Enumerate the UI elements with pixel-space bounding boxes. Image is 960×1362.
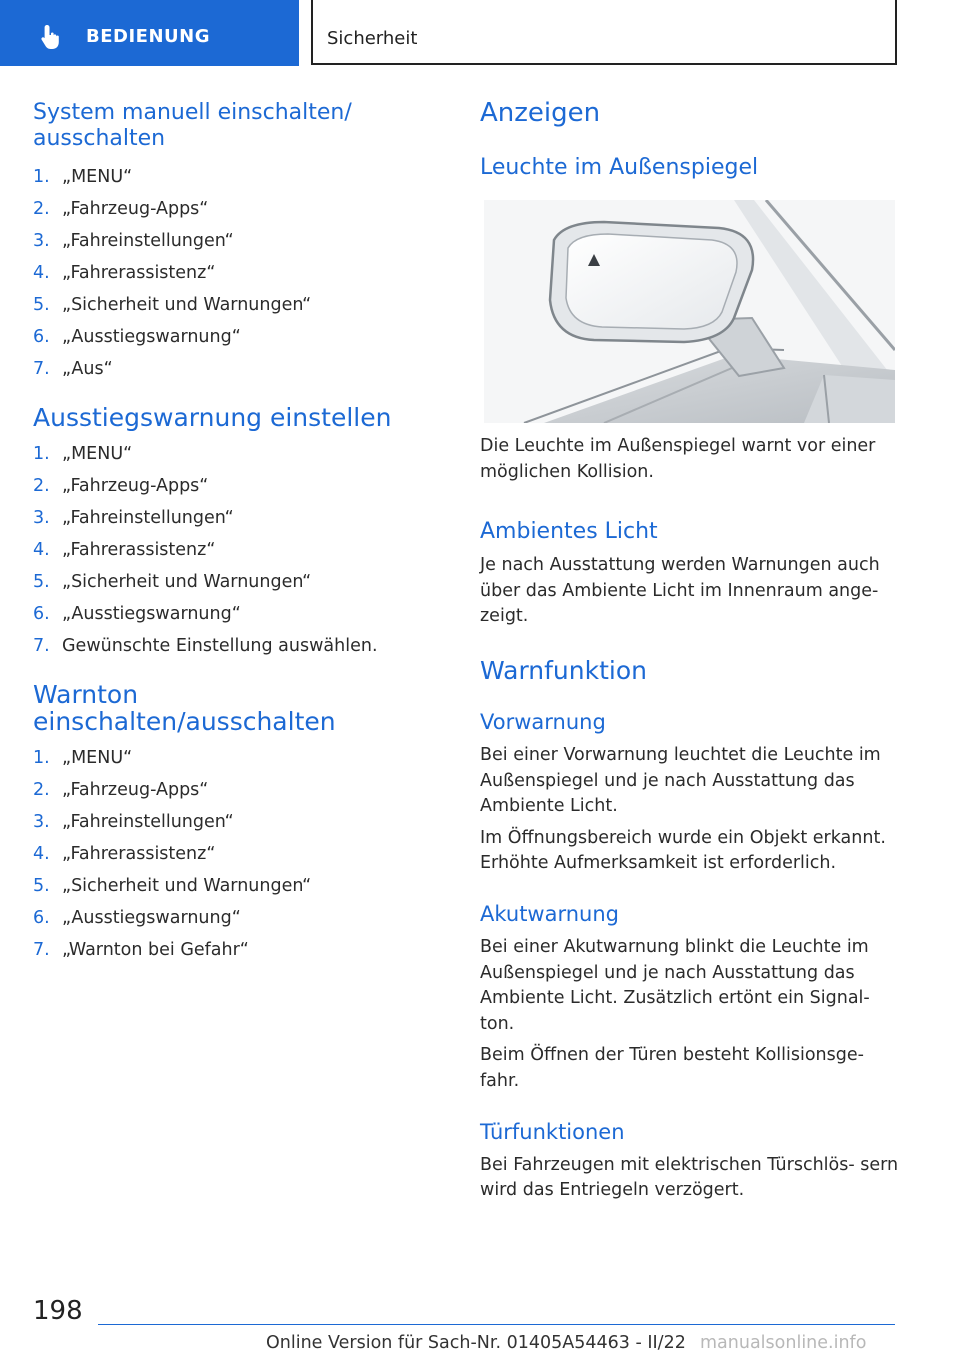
list-item: 7. „Aus“	[33, 359, 113, 379]
chapter-tab[interactable]	[0, 0, 299, 66]
subsection-title-akutwarnung: Akutwarnung	[480, 901, 619, 926]
hand-pointer-icon	[38, 22, 68, 52]
page-number: 198	[33, 1296, 83, 1326]
subsection-title-vorwarnung: Vorwarnung	[480, 709, 606, 734]
subsection-title-ambient: Ambientes Licht	[480, 519, 658, 545]
paragraph-leuchte: Die Leuchte im Außenspiegel warnt vor einer möglichen Kollision.	[480, 436, 876, 482]
footer-online-version: Online Version für Sach-Nr. 01405A54463 - II/22	[266, 1333, 686, 1353]
steps-list-warnton	[33, 742, 428, 966]
paragraph-akutwarnung-2: Beim Öffnen der Türen besteht Kollisionsge- fahr.	[480, 1045, 864, 1091]
list-item: 1. „MENU“	[33, 167, 133, 187]
list-item: 5. „Sicherheit und Warnungen“	[33, 295, 312, 315]
section-title-warnton: Warnton einschalten/ausschalten	[33, 680, 336, 736]
steps-list-ausstiegswarnung	[33, 438, 428, 662]
mirror-figure	[484, 200, 895, 423]
left-column	[33, 100, 428, 966]
subsection-title-tuerfunktionen: Türfunktionen	[480, 1119, 625, 1144]
section-header	[311, 0, 897, 65]
section-title-anzeigen: Anzeigen	[480, 98, 601, 128]
list-item: 4. „Fahrerassistenz“	[33, 844, 216, 864]
list-item: 6. „Ausstiegswarnung“	[33, 327, 241, 347]
list-item: 4. „Fahrerassistenz“	[33, 540, 216, 560]
footer-watermark: manualsonline.info	[700, 1333, 867, 1353]
right-column-body	[480, 434, 900, 1204]
list-item: 3. „Fahreinstellungen“	[33, 231, 234, 251]
list-item: 7. „Warnton bei Gefahr“	[33, 940, 249, 960]
paragraph-tuerfunktionen: Bei Fahrzeugen mit elektrischen Türschlös- sern wird das Entriegeln verzögert.	[480, 1154, 899, 1201]
list-item: 5. „Sicherheit und Warnungen“	[33, 876, 312, 896]
list-item: 3. „Fahreinstellungen“	[33, 508, 234, 528]
list-item: 6. „Ausstiegswarnung“	[33, 604, 241, 624]
section-label: Sicherheit	[327, 28, 418, 49]
paragraph-akutwarnung-1: Bei einer Akutwarnung blinkt die Leuchte im Außenspiegel und je nach Ausstattung das Ambiente Licht. Zusätzlich ertönt ein Signal- ton.	[480, 936, 870, 1034]
list-item: 6. „Ausstiegswarnung“	[33, 908, 241, 928]
list-item: 2. „Fahrzeug-Apps“	[33, 780, 209, 800]
list-item: 2. „Fahrzeug-Apps“	[33, 476, 209, 496]
list-item: 3. „Fahreinstellungen“	[33, 812, 234, 832]
subsection-title-leuchte: Leuchte im Außenspiegel	[480, 155, 759, 180]
section-title-system-manuell: System manuell einschalten/ ausschalten	[33, 100, 352, 151]
list-item: 1. „MENU“	[33, 444, 133, 464]
right-column	[480, 100, 900, 181]
list-item: 1. „MENU“	[33, 748, 133, 768]
section-title-ausstiegswarnung: Ausstiegswarnung einstellen	[33, 403, 392, 432]
paragraph-vorwarnung-2: Im Öffnungsbereich wurde ein Objekt erkannt. Erhöhte Aufmerksamkeit ist erforderlich.	[480, 827, 886, 874]
steps-list-system-manuell	[33, 161, 428, 385]
footer-divider	[98, 1324, 895, 1325]
list-item: 7. Gewünschte Einstellung auswählen.	[33, 636, 378, 656]
list-item: 4. „Fahrerassistenz“	[33, 263, 216, 283]
side-mirror-illustration	[484, 200, 895, 423]
paragraph-vorwarnung-1: Bei einer Vorwarnung leuchtet die Leuchte im Außenspiegel und je nach Ausstattung das Ambiente Licht.	[480, 744, 881, 817]
paragraph-ambient: Je nach Ausstattung werden Warnungen auch über das Ambiente Licht im Innenraum ange- zeigt.	[480, 555, 880, 627]
list-item: 2. „Fahrzeug-Apps“	[33, 199, 209, 219]
section-title-warnfunktion: Warnfunktion	[480, 655, 647, 685]
chapter-label: BEDIENUNG	[86, 26, 210, 47]
list-item: 5. „Sicherheit und Warnungen“	[33, 572, 312, 592]
